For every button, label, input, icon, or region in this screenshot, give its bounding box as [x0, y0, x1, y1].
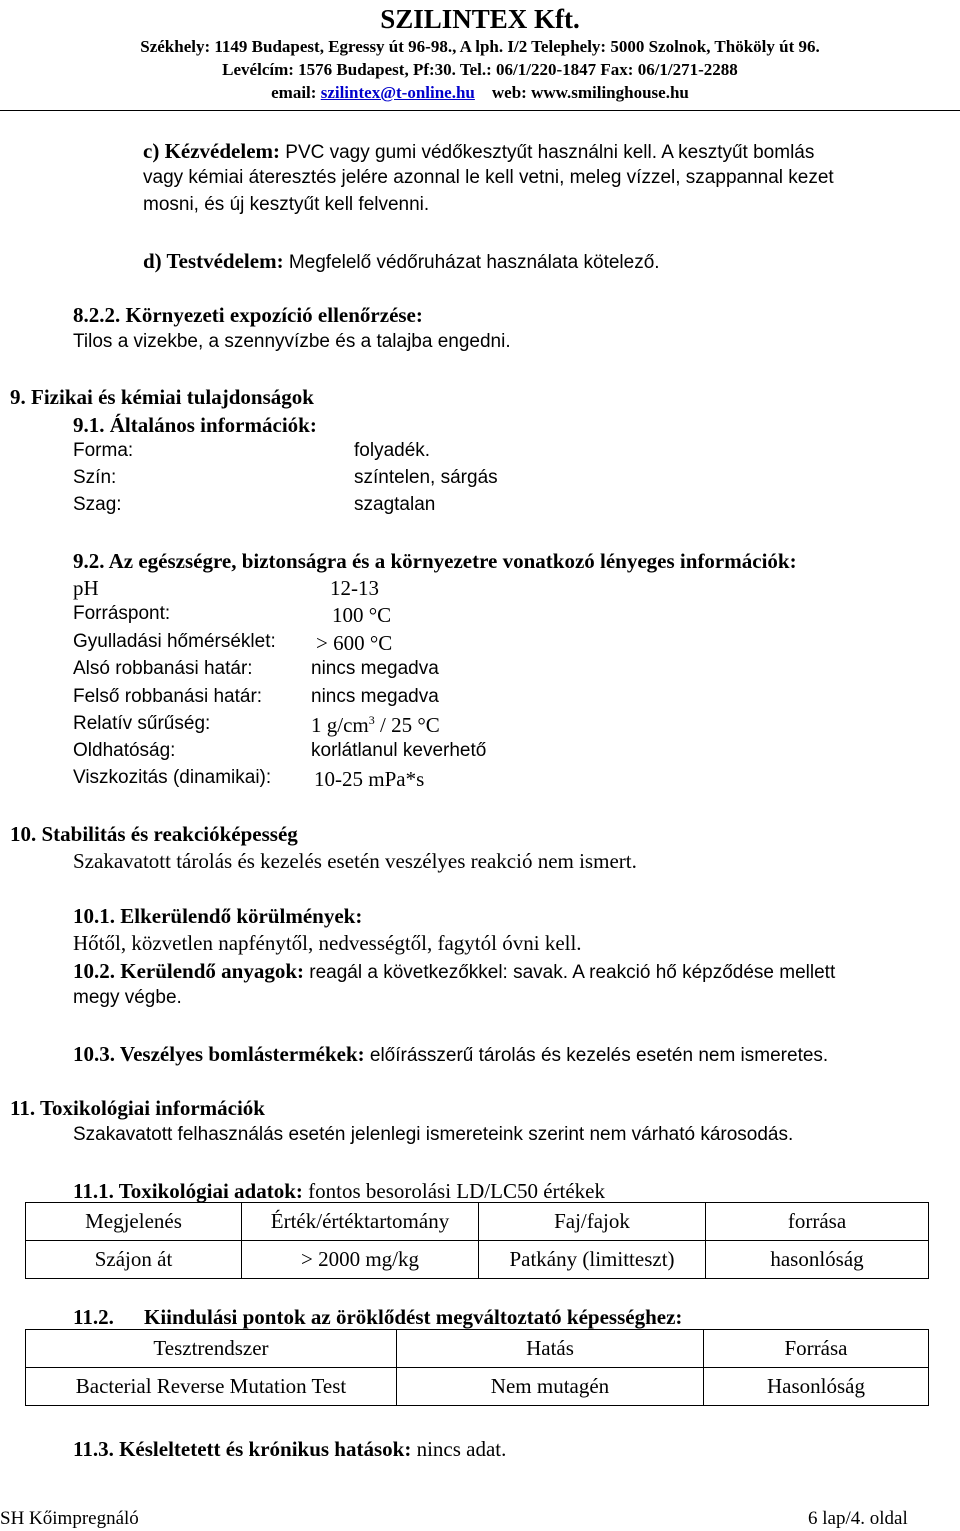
section-11-1-line — [73, 1179, 605, 1204]
ph-label: pH — [73, 576, 99, 600]
contact-line: Levélcím: 1576 Budapest, Pf:30. Tel.: 06/1/220-1847 Fax: 06/1/271-2288 — [222, 60, 738, 79]
toxicology-table — [25, 1202, 929, 1279]
footer-product-name: SH Kőimpregnáló — [0, 1508, 139, 1529]
section-10-2-text: reagál a következőkkel: savak. A reakció hő képződése mellett — [309, 962, 836, 983]
mutagenicity-table — [25, 1329, 929, 1406]
web-label: web: — [491, 83, 527, 102]
ignition-temp-label: Gyulladási hőmérséklet: — [73, 631, 276, 652]
table-header-row — [26, 1203, 929, 1241]
section-9-1-title: 9.1. Általános információk: — [73, 413, 317, 437]
section-11-title: 11. Toxikológiai információk — [10, 1096, 265, 1120]
section-11-2-number: 11.2. — [73, 1305, 114, 1329]
table-row — [26, 1241, 929, 1279]
email-label: email: — [271, 83, 317, 102]
form-value: folyadék. — [354, 440, 431, 461]
table-header-cell: Faj/fajok — [479, 1203, 706, 1241]
solubility-value: korlátlanul keverhető — [311, 740, 487, 761]
hand-protection-line2: vagy kémiai áteresztés jelére azonnal le kell vetni, meleg vízzel, szappannal kezet — [143, 167, 834, 188]
table-header-cell: Hatás — [397, 1330, 704, 1368]
hand-protection-label: c) Kézvédelem: — [143, 139, 281, 163]
table-cell: Szájon át — [26, 1241, 242, 1279]
viscosity-value: 10-25 mPa*s — [314, 767, 425, 791]
upper-explosion-value: nincs megadva — [311, 686, 439, 707]
body-protection-text: Megfelelő védőruházat használata kötelező. — [288, 252, 660, 273]
env-exposure-text: Tilos a vizekbe, a szennyvízbe és a talajba engedni. — [73, 331, 511, 352]
section-10-text: Szakavatott tárolás és kezelés esetén veszélyes reakció nem ismert. — [73, 849, 637, 873]
lower-explosion-label: Alsó robbanási határ: — [73, 658, 253, 679]
table-cell: hasonlóság — [706, 1241, 929, 1279]
table-cell: Bacterial Reverse Mutation Test — [26, 1368, 397, 1406]
boiling-point-label: Forráspont: — [73, 603, 171, 624]
ph-value: 12-13 — [330, 576, 379, 600]
section-11-1-text: fontos besorolási LD/LC50 értékek — [308, 1179, 606, 1203]
table-cell: Nem mutagén — [397, 1368, 704, 1406]
section-11-3-text: nincs adat. — [416, 1437, 507, 1461]
section-10-2-line — [73, 959, 835, 984]
table-row — [26, 1368, 929, 1406]
color-value: színtelen, sárgás — [354, 467, 498, 488]
hand-protection-text: PVC vagy gumi védőkesztyűt használni kell. A kesztyűt bomlás — [285, 142, 815, 163]
env-exposure-title: 8.2.2. Környezeti expozíció ellenőrzése: — [73, 303, 423, 327]
density-exponent: 3 — [368, 713, 375, 727]
section-10-3-line — [73, 1042, 828, 1067]
section-10-2-label: 10.2. Kerülendő anyagok: — [73, 959, 305, 983]
density-label: Relatív sűrűség: — [73, 713, 211, 734]
address-line: Székhely: 1149 Budapest, Egressy út 96-98., A lph. I/2 Telephely: 5000 Szolnok, Thököly út 96. — [140, 37, 820, 56]
footer-page-number: 6 lap/4. oldal — [808, 1508, 908, 1529]
email-link[interactable]: szilintex@t-online.hu — [320, 83, 475, 102]
ignition-temp-value: > 600 °C — [316, 631, 393, 655]
table-header-cell: Forrása — [704, 1330, 929, 1368]
color-label: Szín: — [73, 467, 117, 488]
density-value: 1 $g/cm^3 / 25$ °C — [311, 713, 440, 737]
section-10-3-label: 10.3. Veszélyes bomlástermékek: — [73, 1042, 365, 1066]
section-10-1-title: 10.1. Elkerülendő körülmények: — [73, 904, 363, 928]
boiling-point-value: 100 °C — [332, 603, 392, 627]
lower-explosion-value: nincs megadva — [311, 658, 439, 679]
body-protection-label: d) Testvédelem: — [143, 249, 284, 273]
table-header-row — [26, 1330, 929, 1368]
email-web-line — [0, 83, 960, 103]
table-cell: Hasonlóság — [704, 1368, 929, 1406]
viscosity-label: Viszkozitás (dinamikai): — [73, 767, 272, 788]
section-10-2-text-cont: megy végbe. — [73, 987, 182, 1008]
company-name: SZILINTEX Kft. — [380, 4, 580, 34]
hand-protection-line1 — [143, 139, 814, 164]
body-protection-line — [143, 249, 660, 274]
web-address: www.smilinghouse.hu — [531, 83, 689, 102]
section-10-3-text: előírásszerű tárolás és kezelés esetén nem ismeretes. — [369, 1045, 829, 1066]
header-divider — [0, 110, 960, 111]
section-11-3-line — [73, 1437, 506, 1462]
odor-value: szagtalan — [354, 494, 436, 515]
section-9-title: 9. Fizikai és kémiai tulajdonságok — [10, 385, 314, 409]
section-11-1-label: 11.1. Toxikológiai adatok: — [73, 1179, 303, 1203]
hand-protection-line3: mosni, és új kesztyűt kell felvenni. — [143, 194, 430, 215]
table-header-cell: Megjelenés — [26, 1203, 242, 1241]
table-header-cell: Tesztrendszer — [26, 1330, 397, 1368]
section-10-title: 10. Stabilitás és reakcióképesség — [10, 822, 298, 846]
section-11-3-label: 11.3. Késleltetett és krónikus hatások: — [73, 1437, 412, 1461]
table-header-cell: forrása — [706, 1203, 929, 1241]
solubility-label: Oldhatóság: — [73, 740, 176, 761]
section-10-1-text: Hőtől, közvetlen napfénytől, nedvességtől, fagytól óvni kell. — [73, 931, 582, 955]
form-label: Forma: — [73, 440, 134, 461]
upper-explosion-label: Felső robbanási határ: — [73, 686, 263, 707]
section-9-2-title: 9.2. Az egészségre, biztonságra és a környezetre vonatkozó lényeges információk: — [73, 549, 797, 573]
table-cell: > 2000 mg/kg — [242, 1241, 479, 1279]
table-cell: Patkány (limitteszt) — [479, 1241, 706, 1279]
table-header-cell: Érték/értéktartomány — [242, 1203, 479, 1241]
odor-label: Szag: — [73, 494, 122, 515]
section-11-2-title: Kiindulási pontok az öröklődést megváltoztató képességhez: — [144, 1305, 683, 1329]
section-11-text: Szakavatott felhasználás esetén jelenlegi ismereteink szerint nem várható károsodás. — [73, 1124, 794, 1145]
